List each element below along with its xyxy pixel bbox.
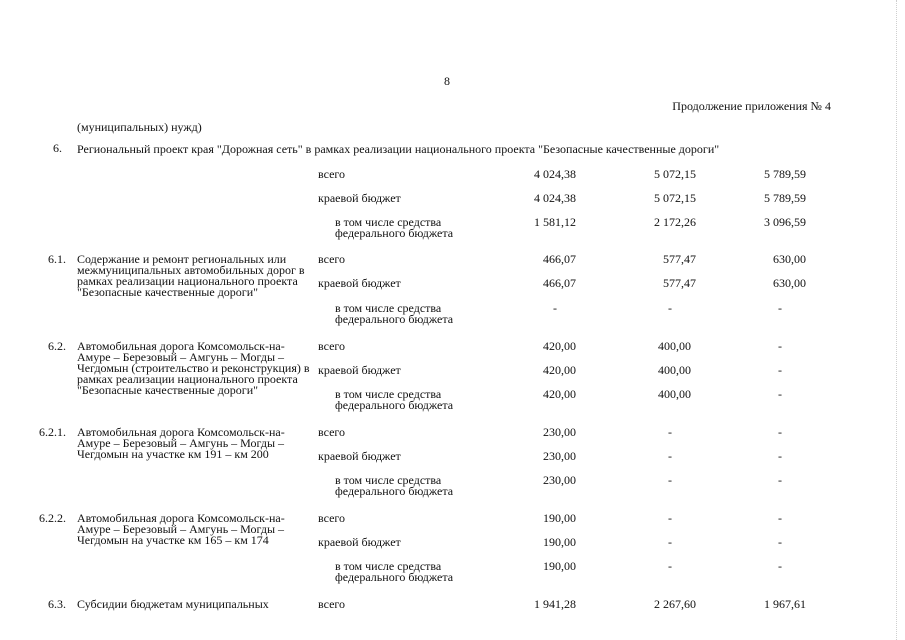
value-2021: 2 267,60 <box>654 597 696 611</box>
value-2020: 420,00 <box>543 387 576 401</box>
section-number: 6.2. <box>48 339 66 353</box>
row-label: всего <box>318 339 346 353</box>
value-2020: 190,00 <box>543 559 576 573</box>
section-number: 6.1. <box>48 252 66 266</box>
value-2022: - <box>778 449 782 463</box>
table-row <box>0 217 905 241</box>
value-2022: 5 789,59 <box>764 191 806 205</box>
value-2021: 577,47 <box>663 276 696 290</box>
value-2021: 5 072,15 <box>654 191 696 205</box>
value-2020: 4 024,38 <box>534 167 576 181</box>
row-label: краевой бюджет <box>318 191 401 205</box>
value-2021: - <box>668 449 672 463</box>
value-2022: - <box>778 425 782 439</box>
value-2021: 400,00 <box>658 387 691 401</box>
value-2021: 2 172,26 <box>654 215 696 229</box>
value-2021: - <box>668 425 672 439</box>
value-2022: 3 096,59 <box>764 215 806 229</box>
value-2020: 230,00 <box>543 449 576 463</box>
value-2020: 420,00 <box>543 339 576 353</box>
value-2022: - <box>778 473 782 487</box>
value-2022: - <box>778 511 782 525</box>
table-row <box>0 254 905 278</box>
value-2022: - <box>778 559 782 573</box>
section-title: Автомобильная дорога Комсомольск-на-Амуре – Березовый – Амгунь – Могды – Чегдомын на участке км 191 – км 200 <box>77 425 285 461</box>
section-title: Автомобильная дорога Комсомольск-на-Амуре – Березовый – Амгунь – Могды – Чегдомын на участке км 165 – км 174 <box>77 511 285 547</box>
row-label: всего <box>318 167 346 181</box>
value-2020: 4 024,38 <box>534 191 576 205</box>
intro-line: (муниципальных) нужд) <box>77 120 202 134</box>
row-label: в том числе средства федерального бюджета <box>335 559 454 584</box>
value-2020: 1 941,28 <box>534 597 576 611</box>
value-2021: 577,47 <box>663 252 696 266</box>
row-label: в том числе средства федерального бюджета <box>335 387 454 412</box>
section-title: Региональный проект края "Дорожная сеть" в рамках реализации национального проекта "Безопасные качественные дороги" <box>77 142 720 156</box>
table-row <box>0 475 905 499</box>
page-number: 8 <box>444 74 450 88</box>
value-2021: - <box>668 559 672 573</box>
value-2022: - <box>778 363 782 377</box>
section-number: 6.3. <box>48 597 66 611</box>
value-2022: - <box>778 339 782 353</box>
row-label: краевой бюджет <box>318 276 401 290</box>
value-2020: 1 581,12 <box>534 215 576 229</box>
row-label: всего <box>318 597 346 611</box>
table-row <box>0 278 905 302</box>
value-2022: - <box>778 387 782 401</box>
table-row <box>0 193 905 217</box>
value-2022: - <box>778 301 782 315</box>
value-2022: 630,00 <box>773 276 806 290</box>
value-2021: - <box>668 535 672 549</box>
section-title: Субсидии бюджетам муниципальных <box>77 597 269 611</box>
value-2020: 420,00 <box>543 363 576 377</box>
value-2020: 230,00 <box>543 473 576 487</box>
row-label: всего <box>318 511 346 525</box>
section-title: Автомобильная дорога Комсомольск-на-Амуре – Березовый – Амгунь – Могды – Чегдомын (строительство и реконструкция) в рамках реализации национального проекта "Безопасные качественные дороги" <box>77 339 310 397</box>
row-label: всего <box>318 252 346 266</box>
table-row <box>0 513 905 537</box>
value-2022: 5 789,59 <box>764 167 806 181</box>
value-2021: - <box>668 473 672 487</box>
section-number: 6.2.1. <box>39 425 66 439</box>
table-row <box>0 389 905 413</box>
table-row <box>0 599 905 623</box>
value-2022: - <box>778 535 782 549</box>
row-label: в том числе средства федерального бюджета <box>335 301 454 326</box>
section-title: Содержание и ремонт региональных или межмуниципальных автомобильных дорог в рамках реализации национального проекта "Безопасные качественные дороги" <box>77 252 305 299</box>
value-2021: - <box>668 511 672 525</box>
value-2021: - <box>668 301 672 315</box>
row-label: краевой бюджет <box>318 535 401 549</box>
section-number: 6. <box>53 141 62 155</box>
value-2020: 466,07 <box>543 252 576 266</box>
row-label: всего <box>318 425 346 439</box>
table-row <box>0 451 905 475</box>
value-2022: 1 967,61 <box>764 597 806 611</box>
value-2021: 5 072,15 <box>654 167 696 181</box>
table-row <box>0 365 905 389</box>
value-2021: 400,00 <box>658 363 691 377</box>
appendix-continuation: Продолжение приложения № 4 <box>672 99 831 113</box>
value-2022: 630,00 <box>773 252 806 266</box>
value-2020: 190,00 <box>543 511 576 525</box>
value-2020: 466,07 <box>543 276 576 290</box>
table-row <box>0 427 905 451</box>
row-label: в том числе средства федерального бюджета <box>335 215 454 240</box>
table-row <box>0 561 905 585</box>
value-2020: - <box>553 301 557 315</box>
value-2020: 190,00 <box>543 535 576 549</box>
row-label: в том числе средства федерального бюджета <box>335 473 454 498</box>
value-2021: 400,00 <box>658 339 691 353</box>
table-row <box>0 341 905 365</box>
row-label: краевой бюджет <box>318 363 401 377</box>
row-label: краевой бюджет <box>318 449 401 463</box>
section-number: 6.2.2. <box>39 511 66 525</box>
table-row <box>0 169 905 193</box>
value-2020: 230,00 <box>543 425 576 439</box>
table-row <box>0 537 905 561</box>
table-row <box>0 303 905 327</box>
